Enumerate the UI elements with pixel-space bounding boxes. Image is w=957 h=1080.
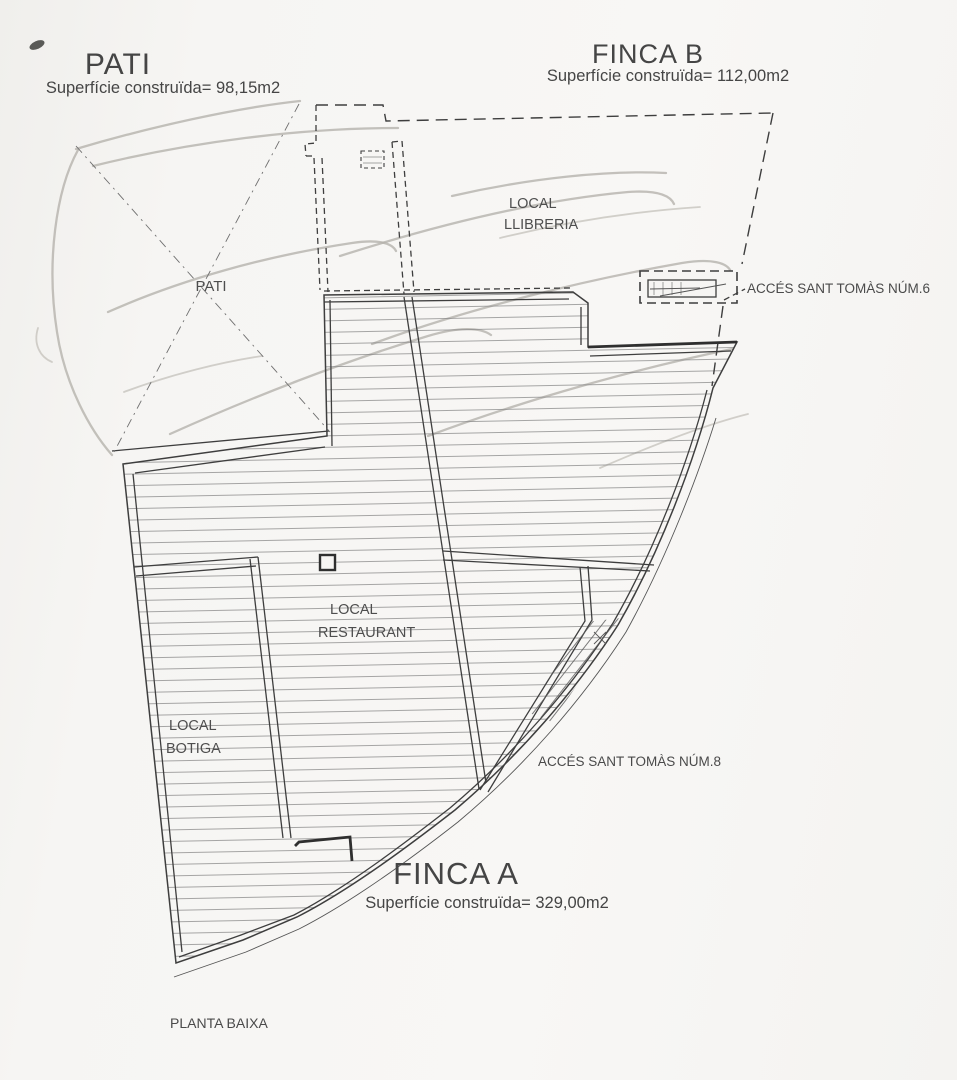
column <box>320 555 335 570</box>
restaurant-label-1: LOCAL <box>330 602 378 618</box>
acces-num8-label: ACCÉS SANT TOMÀS NÚM.8 <box>538 754 722 769</box>
pati-area: Superfície construïda= 98,15m2 <box>45 79 281 97</box>
scan-speck <box>28 38 46 52</box>
finca-a-title: FINCA A <box>393 856 519 891</box>
pati-room-label: PATI <box>195 278 227 295</box>
restaurant-label-2: RESTAURANT <box>318 625 416 641</box>
floor-label: PLANTA BAIXA <box>170 1015 268 1031</box>
acces-num6-label: ACCÉS SANT TOMÀS NÚM.6 <box>747 281 931 296</box>
finca-b-title: FINCA B <box>591 39 705 69</box>
finca-b-area: Superfície construïda= 112,00m2 <box>546 67 790 85</box>
pati-title: PATI <box>84 48 152 81</box>
vent-rect <box>361 151 384 168</box>
llibreria-label-1: LOCAL <box>509 196 557 212</box>
llibreria-label-2: LLIBRERIA <box>504 217 579 233</box>
finca-a-area: Superfície construïda= 329,00m2 <box>365 894 609 912</box>
acces-num6-door <box>640 271 745 303</box>
botiga-label-1: LOCAL <box>169 718 217 734</box>
botiga-label-2: BOTIGA <box>166 741 221 757</box>
